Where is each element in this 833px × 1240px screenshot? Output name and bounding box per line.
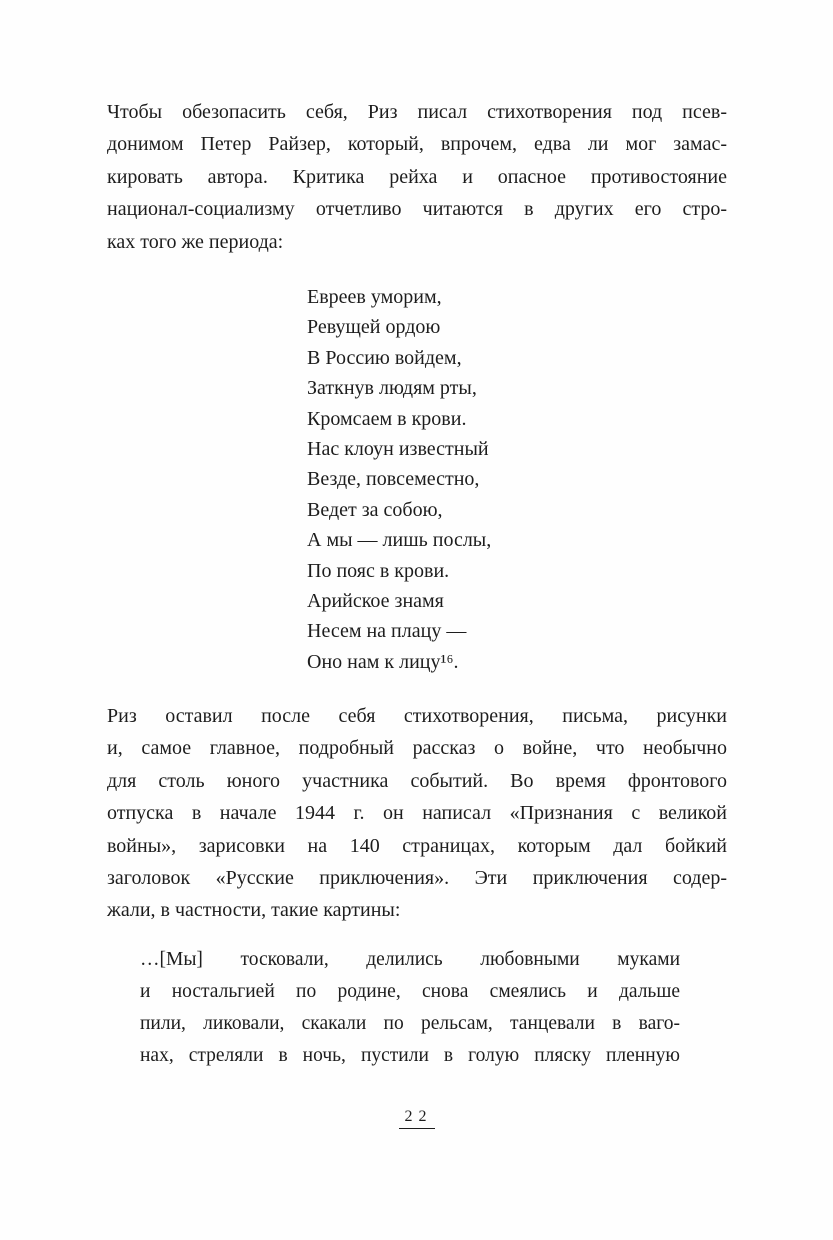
paragraph-main (107, 700, 727, 927)
text-line: нах, стреляли в ночь, пустили в голую пляску пленную (140, 1045, 680, 1066)
text-line: пили, ликовали, скакали по рельсам, танцевали в ваго- (140, 1013, 680, 1034)
poem-line: Евреев уморим, (307, 286, 442, 308)
poem-line-with-footnote: Оно нам к лицу¹⁶. (307, 650, 459, 673)
poem-line: В Россию войдем, (307, 346, 462, 369)
poem (307, 282, 727, 677)
text-line: …[Мы] тосковали, делились любовными муками (140, 949, 680, 970)
text-line: ках того же периода: (107, 230, 284, 253)
page-footer (0, 1108, 833, 1129)
text-line: жали, в частности, такие картины: (107, 899, 401, 922)
poem-line: Везде, повсеместно, (307, 468, 480, 491)
poem-line: Арийское знамя (307, 590, 444, 613)
poem-line: По пояс в крови. (307, 559, 450, 582)
text-line: войны», зарисовки на 140 страницах, которым дал бойкий (107, 834, 727, 857)
poem-line: Ревущей ордою (307, 316, 441, 339)
page-number: 22 (399, 1108, 435, 1129)
poem-line: Ведет за собою, (307, 498, 443, 521)
paragraph-intro (107, 96, 727, 258)
text-line: национал-социализму отчетливо читаются в других его стро- (107, 198, 727, 221)
poem-line: Заткнув людям рты, (307, 377, 477, 400)
text-line: и, самое главное, подробный рассказ о войне, что необычно (107, 737, 727, 760)
poem-line: А мы — лишь послы, (307, 529, 492, 552)
text-line: Чтобы обезопасить себя, Риз писал стихотворения под псев- (107, 101, 727, 123)
text-line: Риз оставил после себя стихотворения, письма, рисунки (107, 705, 727, 727)
text-line: донимом Петер Райзер, который, впрочем, едва ли мог замас- (107, 133, 727, 156)
blockquote (140, 944, 680, 1072)
text-line: кировать автора. Критика рейха и опасное противостояние (107, 165, 727, 188)
poem-line: Несем на плацу — (307, 620, 467, 643)
text-line: заголовок «Русские приключения». Эти приключения содер- (107, 867, 727, 890)
poem-line: Нас клоун известный (307, 438, 489, 461)
poem-line: Кромсаем в крови. (307, 407, 467, 430)
text-line: для столь юного участника событий. Во время фронтового (107, 769, 727, 792)
text-line: отпуска в начале 1944 г. он написал «Признания с великой (107, 802, 727, 825)
text-line: и ностальгией по родине, снова смеялись и дальше (140, 981, 680, 1002)
